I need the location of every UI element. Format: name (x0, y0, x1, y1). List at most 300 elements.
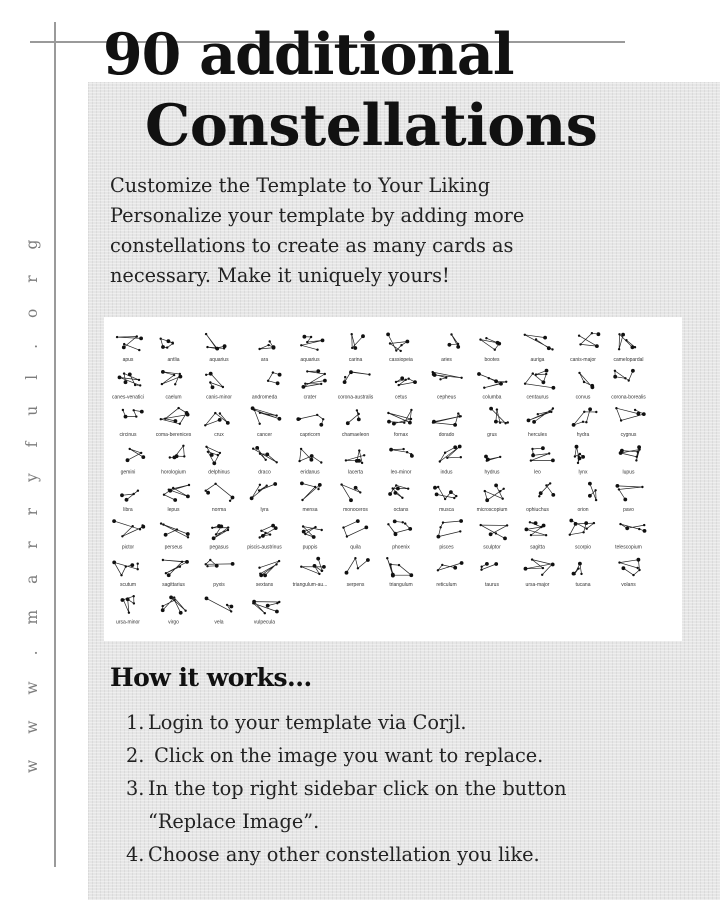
star (160, 522, 162, 524)
constellation-lines (479, 374, 506, 388)
constellation-label: orion (577, 507, 589, 513)
constellation-label: quila (350, 544, 361, 551)
star (410, 418, 412, 420)
star (404, 522, 406, 524)
star (433, 486, 437, 490)
star (410, 409, 412, 411)
star (164, 418, 166, 420)
constellation-lines (114, 562, 138, 575)
star (542, 567, 544, 569)
constellation-lines (438, 521, 461, 537)
star (184, 610, 186, 612)
star (583, 411, 585, 413)
star (162, 523, 164, 525)
constellation-lines (388, 410, 411, 424)
constellation-lines (482, 564, 497, 570)
star (314, 526, 316, 528)
star (273, 482, 277, 486)
star (300, 566, 302, 568)
star (386, 557, 388, 559)
star (551, 563, 553, 565)
star (437, 569, 439, 571)
star (503, 537, 507, 541)
constellation-57 (526, 482, 555, 513)
star (489, 407, 493, 411)
constellation-12 (112, 372, 144, 400)
star (593, 522, 595, 524)
star (541, 574, 543, 576)
step-number: 3. (126, 777, 145, 800)
star (316, 414, 318, 416)
star (351, 347, 353, 349)
star (278, 560, 280, 562)
star (210, 453, 214, 457)
step-text: Choose any other constellation you like. (148, 843, 540, 866)
constellation-label: pegasus (209, 544, 229, 551)
constellation-11 (613, 333, 643, 363)
star (133, 602, 135, 604)
star (446, 457, 448, 459)
constellation-label: delphinus (208, 469, 230, 476)
star (120, 493, 124, 497)
star (215, 347, 219, 351)
constellation-43 (439, 445, 462, 476)
star (167, 573, 171, 577)
constellation-label: capricorn (299, 432, 321, 438)
star (163, 494, 165, 496)
constellation-62 (210, 524, 230, 550)
constellation-label: cepheus (437, 394, 456, 401)
constellation-74 (205, 559, 235, 588)
constellation-34 (572, 407, 598, 438)
constellation-label: phoenix (392, 544, 410, 551)
constellation-27 (251, 406, 282, 438)
star (527, 419, 531, 423)
star (310, 458, 314, 462)
constellation-6 (386, 333, 413, 364)
star (123, 372, 125, 374)
star (363, 454, 365, 456)
constellation-label: bootes (484, 357, 500, 363)
constellation-35 (615, 407, 645, 438)
star (226, 421, 230, 425)
constellation-65 (342, 519, 368, 550)
constellation-label: sagitta (530, 544, 545, 551)
star (258, 567, 260, 569)
star (457, 412, 459, 414)
star (137, 490, 139, 492)
star (407, 488, 409, 490)
star (460, 561, 464, 565)
constellation-42 (389, 448, 414, 476)
constellation-7 (441, 333, 460, 363)
constellation-lines (481, 525, 507, 538)
star (138, 349, 140, 351)
constellation-label: monoceros (343, 507, 368, 513)
star (643, 529, 647, 533)
star (263, 574, 267, 578)
constellation-lines (345, 372, 370, 382)
constellation-72 (112, 561, 139, 589)
constellation-31 (432, 412, 462, 438)
star (532, 420, 536, 424)
constellation-30 (387, 409, 412, 438)
constellation-label: puppis (302, 544, 318, 551)
star (410, 453, 412, 455)
constellation-label: vela (214, 619, 224, 626)
star (182, 445, 184, 447)
constellation-label: ursa-minor (116, 619, 140, 626)
star (137, 563, 139, 565)
star (302, 385, 306, 389)
star (595, 344, 599, 348)
constellation-19 (432, 371, 463, 401)
constellation-61 (160, 522, 190, 550)
star (636, 456, 638, 458)
star (229, 500, 231, 502)
star (506, 524, 508, 526)
star (499, 422, 501, 424)
star (186, 495, 190, 499)
star (259, 423, 261, 425)
star (320, 383, 322, 385)
star (306, 341, 308, 343)
star (387, 523, 389, 525)
star (346, 535, 348, 537)
star (524, 567, 528, 571)
constellation-80 (480, 562, 499, 588)
star (250, 496, 254, 500)
star (141, 525, 145, 529)
star (217, 454, 219, 456)
constellation-83 (618, 558, 640, 588)
constellation-48 (120, 490, 139, 514)
star (495, 532, 497, 534)
constellation-18 (395, 376, 417, 400)
constellation-lines (342, 485, 361, 501)
constellation-5 (349, 333, 365, 363)
star (530, 459, 532, 461)
constellation-69 (525, 521, 548, 550)
constellation-label: ophiuchus (526, 507, 549, 513)
star (632, 574, 634, 576)
star (453, 497, 455, 499)
star (494, 349, 496, 351)
star (616, 484, 620, 488)
star (638, 569, 640, 571)
star (584, 521, 588, 525)
star (314, 486, 316, 488)
star (166, 346, 168, 348)
star (304, 383, 306, 385)
star (496, 341, 500, 345)
star (211, 527, 213, 529)
constellation-label: grus (487, 432, 497, 438)
star (392, 487, 394, 489)
star (132, 525, 134, 527)
star (215, 564, 219, 568)
star (275, 610, 279, 614)
constellation-label: hydra (576, 432, 590, 438)
constellation-label: telescopium (615, 544, 642, 551)
constellation-77 (345, 557, 370, 588)
star (368, 373, 370, 375)
intro-line: Customize the Template to Your Liking (110, 174, 491, 197)
star (460, 377, 462, 379)
constellation-label: scutum (119, 582, 137, 588)
star (272, 346, 276, 350)
star (453, 566, 457, 570)
star (134, 384, 136, 386)
star (642, 412, 646, 416)
constellation-53 (340, 483, 368, 513)
constellation-lines (114, 521, 143, 536)
star (534, 521, 538, 525)
star (261, 534, 265, 538)
star (636, 451, 638, 453)
star (121, 535, 123, 537)
star (641, 486, 643, 488)
star (298, 460, 300, 462)
star (455, 495, 457, 497)
star (179, 611, 183, 615)
star (618, 561, 620, 563)
constellation-lines (117, 337, 141, 351)
star (356, 409, 358, 411)
star (615, 407, 617, 409)
star (394, 491, 398, 495)
star (532, 372, 534, 374)
constellation-label: eridanus (300, 469, 320, 476)
constellation-51 (250, 482, 277, 513)
star (361, 462, 363, 464)
star (637, 567, 639, 569)
star (344, 376, 346, 378)
star (409, 573, 413, 577)
constellation-label: centaurus (526, 394, 549, 401)
star (477, 372, 481, 376)
title-line-1: 90 additional (103, 21, 514, 88)
step-text: Click on the image you want to replace. (148, 744, 544, 767)
star (264, 612, 266, 614)
step-text: Login to your template via Corjl. (148, 711, 467, 734)
constellation-label: scorpio (574, 544, 592, 551)
constellation-label: fornax (394, 432, 408, 438)
star (274, 526, 278, 530)
star (276, 461, 278, 463)
star (577, 462, 579, 464)
constellation-label: cygnus (620, 432, 637, 438)
step-item (126, 706, 706, 739)
star (549, 482, 551, 484)
star (569, 519, 573, 523)
star (573, 573, 575, 575)
constellation-lines (570, 521, 594, 535)
star (128, 373, 132, 377)
constellation-50 (205, 483, 235, 513)
constellation-16 (302, 369, 327, 400)
star (485, 337, 487, 339)
constellation-lines (348, 410, 359, 423)
star (535, 373, 537, 375)
star (126, 458, 130, 462)
star (345, 459, 347, 461)
star (186, 413, 190, 417)
star (386, 333, 390, 337)
constellation-0 (116, 335, 143, 363)
star (278, 417, 282, 421)
constellation-lines (575, 447, 583, 463)
star (212, 461, 216, 465)
star (205, 597, 209, 601)
star (253, 409, 255, 411)
constellation-76 (293, 557, 328, 588)
star (623, 498, 627, 502)
constellation-lines (344, 521, 367, 536)
constellation-label: aquarius (300, 357, 320, 363)
star (299, 418, 301, 420)
star (300, 482, 304, 486)
constellation-label: gemini (120, 469, 136, 476)
constellation-label: triangulum (389, 582, 413, 588)
star (445, 377, 447, 379)
star (579, 343, 581, 345)
star (460, 415, 462, 417)
constellation-label: antlia (167, 357, 180, 363)
constellation-label: cassiopeia (389, 357, 413, 363)
constellation-82 (572, 562, 591, 588)
star (169, 596, 173, 600)
star (483, 387, 485, 389)
star (585, 421, 587, 423)
star (408, 421, 412, 425)
star (543, 336, 547, 340)
star (620, 419, 622, 421)
star (499, 490, 501, 492)
constellation-64 (302, 525, 323, 550)
star (406, 451, 408, 453)
star (524, 383, 526, 385)
constellation-label: camelopardal (613, 357, 644, 363)
star (531, 454, 535, 458)
constellation-85 (161, 596, 187, 626)
constellation-54 (388, 484, 409, 513)
constellation-78 (386, 557, 413, 588)
star (395, 381, 397, 383)
constellation-label: serpens (346, 582, 365, 588)
star (188, 484, 190, 486)
star (595, 499, 597, 501)
star (219, 525, 223, 529)
star (255, 446, 259, 450)
star (205, 490, 207, 492)
constellation-60 (112, 519, 145, 550)
constellation-23 (611, 369, 646, 401)
star (578, 455, 580, 457)
constellation-label: norma (211, 507, 227, 513)
star (312, 535, 316, 539)
constellation-lines (388, 334, 407, 351)
star (174, 383, 176, 385)
star (394, 532, 398, 536)
star (133, 595, 135, 597)
star (358, 413, 360, 415)
star (582, 421, 584, 423)
star (118, 376, 122, 380)
star (359, 491, 361, 493)
star (160, 338, 162, 340)
star (531, 448, 533, 450)
constellation-label: lynx (578, 469, 588, 476)
star (174, 419, 178, 423)
star (635, 459, 637, 461)
star (387, 412, 389, 414)
star (258, 489, 260, 491)
intro-line: Personalize your template by adding more (110, 204, 525, 227)
star (494, 484, 498, 488)
star (496, 408, 498, 410)
star (578, 562, 582, 566)
star (173, 599, 175, 601)
star (541, 446, 545, 450)
star (128, 612, 130, 614)
star (529, 521, 531, 523)
star (172, 487, 174, 489)
constellation-label: dorado (438, 432, 455, 438)
star (503, 488, 505, 490)
star (619, 451, 623, 455)
constellation-label: hercules (528, 432, 547, 438)
star (345, 571, 349, 575)
star (488, 377, 490, 379)
star (179, 566, 181, 568)
star (405, 379, 407, 381)
constellation-label: columba (482, 394, 502, 401)
star (340, 483, 342, 485)
constellation-label: vulpecula (253, 619, 276, 626)
star (353, 346, 357, 350)
star (139, 337, 143, 341)
star (637, 445, 641, 449)
star (265, 459, 267, 461)
star (625, 339, 627, 341)
star (588, 407, 592, 411)
star (167, 339, 171, 343)
star (366, 558, 370, 562)
star (387, 420, 391, 424)
step-text-continued: “Replace Image”. (148, 810, 320, 833)
star (545, 534, 547, 536)
star (214, 483, 216, 485)
star (350, 371, 352, 373)
star (266, 485, 268, 487)
star (133, 493, 135, 495)
constellation-label: tucana (575, 582, 591, 588)
constellation-46 (574, 445, 588, 476)
star (499, 456, 501, 458)
constellation-14 (205, 372, 232, 401)
star (322, 565, 326, 569)
star (357, 418, 361, 422)
star (578, 335, 580, 337)
star (141, 455, 145, 459)
star (580, 573, 582, 575)
star (619, 523, 621, 525)
star (162, 559, 164, 561)
star (406, 340, 410, 344)
star (205, 563, 207, 565)
constellation-label: virgo (168, 619, 179, 626)
